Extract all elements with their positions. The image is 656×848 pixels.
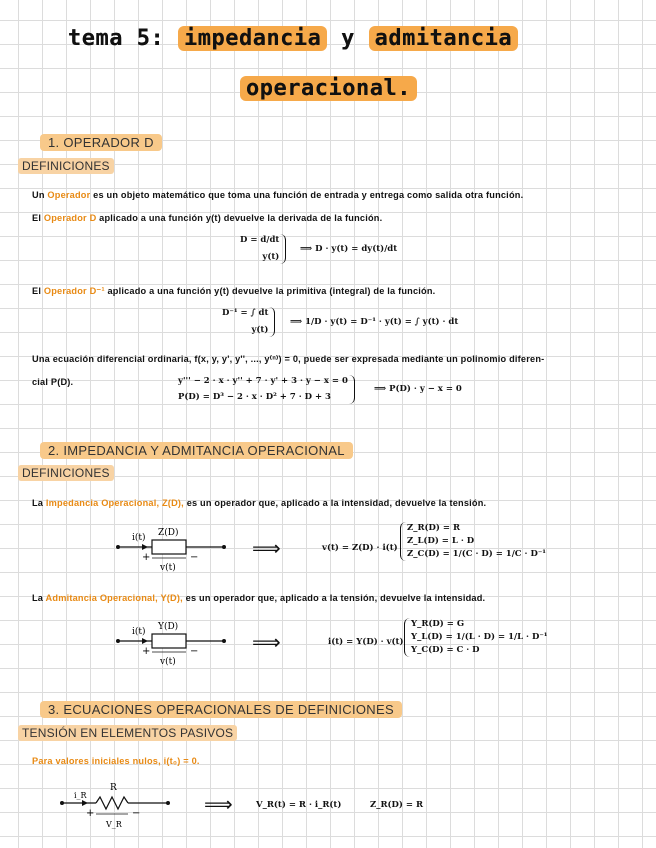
s1-eq2-left: D⁻¹ = ∫ dt y(t) bbox=[222, 307, 275, 337]
s1-paragraph-4-line1: Una ecuación diferencial ordinaria, f(x, y, y', y'', ..., y⁽ⁿ⁾) = 0, puede ser expresada mediante un polinomio diferen- bbox=[32, 354, 545, 364]
section-3-subheading: TENSIÓN EN ELEMENTOS PASIVOS bbox=[18, 726, 237, 740]
s2-paragraph-1: La Impedancia Operacional, Z(D), es un operador que, aplicado a la intensidad, devuelve la tensión. bbox=[32, 498, 487, 508]
page-title bbox=[68, 26, 518, 51]
title-y: y bbox=[341, 26, 355, 51]
c2-current-label: i(t) bbox=[132, 627, 146, 637]
s1-eq3-right: ⟹ P(D) · y − x = 0 bbox=[374, 384, 462, 394]
impedance-circuit-diagram bbox=[112, 520, 232, 576]
page-title-line2 bbox=[240, 76, 417, 101]
title-admitancia: admitancia bbox=[369, 26, 518, 51]
implies-arrow-icon: ⟹ bbox=[252, 630, 281, 654]
c1-impedance-label: Z(D) bbox=[158, 528, 179, 538]
s1-eq2-right: ⟹ 1/D · y(t) = D⁻¹ · y(t) = ∫ y(t) · dt bbox=[290, 317, 459, 327]
s2-paragraph-2: La Admitancia Operacional, Y(D), es un operador que, aplicado a la tensión, devuelve la intensidad. bbox=[32, 593, 486, 603]
admittance-circuit-diagram bbox=[112, 614, 232, 670]
c3-voltage-label: V_R bbox=[106, 820, 122, 829]
c1-minus-sign: − bbox=[190, 552, 199, 563]
c2-minus-sign: − bbox=[190, 646, 199, 657]
s3-note: Para valores iniciales nulos, i(t₀) = 0. bbox=[32, 756, 200, 766]
s2-eq2-main: i(t) = Y(D) · v(t) bbox=[328, 637, 404, 647]
section-3-heading: 3. ECUACIONES OPERACIONALES DE DEFINICIONES bbox=[40, 702, 402, 717]
c2-plus-sign: + bbox=[142, 646, 151, 657]
c3-plus-sign: + bbox=[86, 808, 95, 819]
resistor-circuit-diagram bbox=[56, 776, 176, 832]
c1-voltage-label: v(t) bbox=[160, 563, 176, 573]
c3-minus-sign: − bbox=[132, 808, 141, 819]
c2-admittance-label: Y(D) bbox=[158, 622, 179, 632]
section-1-subheading: DEFINICIONES bbox=[18, 159, 114, 173]
s1-eq3-left: y''' − 2 · x · y'' + 7 · y' + 3 · y − x = 0 P(D) = D³ − 2 · x · D² + 7 · D + 3 bbox=[178, 375, 355, 404]
s3-eq-right: Z_R(D) = R bbox=[370, 800, 424, 810]
implies-arrow-icon: ⟹ bbox=[252, 536, 281, 560]
c2-voltage-label: v(t) bbox=[160, 657, 176, 667]
s3-eq-main: V_R(t) = R · i_R(t) bbox=[256, 800, 342, 810]
title-operacional: operacional. bbox=[240, 76, 417, 101]
s1-paragraph-1: Un Operador es un objeto matemático que toma una función de entrada y entrega como salida otra función. bbox=[32, 190, 524, 200]
title-impedancia: impedancia bbox=[178, 26, 327, 51]
c3-current-label: i_R bbox=[74, 791, 87, 800]
c3-resistor-label: R bbox=[110, 783, 117, 793]
s1-paragraph-4-line2: cial P(D). bbox=[32, 377, 74, 387]
s1-paragraph-3: El Operador D⁻¹ aplicado a una función y(t) devuelve la primitiva (integral) de la función. bbox=[32, 286, 436, 296]
c1-plus-sign: + bbox=[142, 552, 151, 563]
implies-arrow-icon: ⟹ bbox=[204, 792, 233, 816]
s2-eq1-main: v(t) = Z(D) · i(t) bbox=[322, 543, 398, 553]
s1-eq1-left: D = d/dt y(t) bbox=[240, 234, 286, 264]
s1-eq1-right: ⟹ D · y(t) = dy(t)/dt bbox=[300, 244, 398, 254]
title-tema: tema 5: bbox=[68, 26, 165, 51]
section-2-heading: 2. IMPEDANCIA Y ADMITANCIA OPERACIONAL bbox=[40, 443, 353, 458]
c1-current-label: i(t) bbox=[132, 533, 146, 543]
s2-eq2-cases: Y_R(D) = G Y_L(D) = 1/(L · D) = 1/L · D⁻¹ Y_C(D) = C · D bbox=[404, 618, 548, 657]
section-2-subheading: DEFINICIONES bbox=[18, 466, 114, 480]
s2-eq1-cases: Z_R(D) = R Z_L(D) = L · D Z_C(D) = 1/(C · D) = 1/C · D⁻¹ bbox=[400, 522, 546, 561]
section-1-heading: 1. OPERADOR D bbox=[40, 135, 162, 150]
s1-paragraph-2: El Operador D aplicado a una función y(t) devuelve la derivada de la función. bbox=[32, 213, 383, 223]
